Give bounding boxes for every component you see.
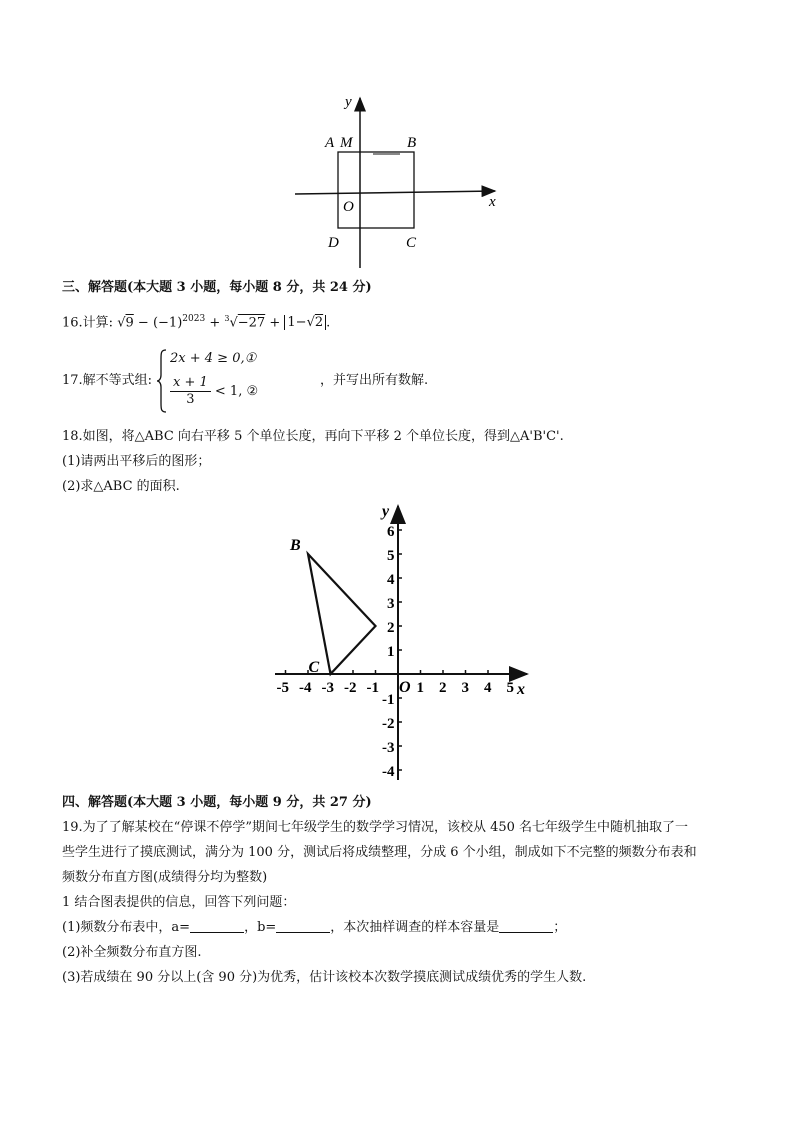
q16-abs-sqrt2: 2 bbox=[314, 315, 324, 331]
grid-label-y: y bbox=[382, 503, 390, 520]
y-tick-label: 2 bbox=[387, 620, 395, 636]
label-a: A bbox=[325, 135, 335, 151]
y-tick-label: -2 bbox=[382, 716, 395, 732]
q17-fraction-num: x + 1 bbox=[170, 375, 211, 392]
question-16: 16.计算: $√9 - (-1)^{2023} + ^3√-27 + 1-√2$ . bbox=[62, 314, 331, 331]
question-19-line-2: 些学生进行了摸底测试，满分为 100 分，测试后将成绩整理，分成 6 个小组，制成如下不完整的频数分布表和 bbox=[62, 845, 697, 860]
point-label-c: C bbox=[308, 659, 320, 676]
y-tick-label: -4 bbox=[382, 764, 395, 780]
question-19-part-2: (2)补全频数分布直方图. bbox=[62, 945, 202, 960]
x-tick-label: -5 bbox=[276, 680, 289, 696]
y-tick-label: 5 bbox=[387, 548, 395, 564]
q16-minus: − bbox=[137, 315, 149, 331]
q17-inequality-2-rest: < 1, ② bbox=[214, 384, 259, 399]
label-d: D bbox=[328, 235, 339, 251]
y-tick-label: 4 bbox=[387, 572, 395, 588]
question-19-line-4: 1 结合图表提供的信息，回答下列问题： bbox=[62, 895, 296, 910]
q19-p1-b: ，b= bbox=[244, 920, 277, 935]
y-tick-label: -3 bbox=[382, 740, 395, 756]
y-tick-label: 1 bbox=[387, 644, 395, 660]
question-18-stem: 18.如图，将△ABC 向右平移 5 个单位长度，再向下平移 2 个单位长度，得到△A'B'C'. bbox=[62, 429, 564, 444]
q19-p1-a: (1)频数分布表中，a= bbox=[62, 920, 191, 935]
x-tick-label: 5 bbox=[506, 680, 514, 696]
q17-inequality-2 bbox=[170, 375, 258, 408]
x-tick-label: 1 bbox=[416, 680, 424, 696]
answer-blank-b[interactable] bbox=[276, 919, 330, 933]
x-tick-label: 4 bbox=[484, 680, 492, 696]
x-tick-label: -1 bbox=[366, 680, 379, 696]
q17-fraction-den: 3 bbox=[186, 392, 195, 407]
question-18-part-1: (1)请两出平移后的图形； bbox=[62, 454, 211, 469]
question-19-part-1 bbox=[62, 918, 566, 938]
q16-cbrt-arg: −27 bbox=[237, 315, 266, 331]
square-abcd bbox=[338, 152, 414, 228]
label-m: M bbox=[340, 135, 353, 151]
x-tick-label: 2 bbox=[439, 680, 447, 696]
x-tick-label: -4 bbox=[299, 680, 312, 696]
q16-prefix: 16.计算: bbox=[62, 315, 114, 331]
q16-neg-one: (−1) bbox=[152, 315, 183, 331]
q19-p1-c: ，本次抽样调查的样本容量是 bbox=[330, 920, 500, 935]
y-tick-label: 6 bbox=[387, 524, 395, 540]
label-b: B bbox=[407, 135, 417, 151]
q16-exponent: 2023 bbox=[182, 314, 206, 324]
section-4-heading: 四、解答题(本大题 3 小题，每小题 9 分，共 27 分) bbox=[62, 795, 372, 810]
question-18-part-2: (2)求△ABC 的面积. bbox=[62, 479, 180, 494]
question-19-line-1: 19.为了了解某校在“停课不停学”期间七年级学生的数学学习情况，该校从 450 名七年级学生中随机抽取了一 bbox=[62, 820, 689, 835]
label-o: O bbox=[343, 199, 354, 215]
grid-label-origin: O bbox=[399, 679, 411, 696]
q16-sqrt9-arg: 9 bbox=[125, 315, 134, 331]
q16-plus-1: + bbox=[209, 315, 221, 331]
q16-sqrt9: √9 bbox=[117, 315, 134, 331]
figure-square-axes bbox=[290, 90, 505, 270]
q17-fraction bbox=[170, 375, 211, 408]
question-19-part-3: (3)若成绩在 90 分以上(含 90 分)为优秀，估计该校本次数学摸底测试成绩优秀的学生人数. bbox=[62, 970, 587, 985]
label-y: y bbox=[345, 94, 352, 110]
label-c: C bbox=[406, 235, 417, 251]
q17-prefix: 17.解不等式组: bbox=[62, 373, 153, 388]
x-tick-label: -3 bbox=[321, 680, 334, 696]
x-tick-label: 3 bbox=[461, 680, 469, 696]
triangle-abc bbox=[308, 554, 376, 674]
q19-p1-d: ； bbox=[553, 920, 567, 935]
point-label-b: B bbox=[290, 537, 301, 554]
x-axis bbox=[295, 191, 495, 194]
question-19-line-3: 频数分布直方图(成绩得分均为整数) bbox=[62, 870, 268, 885]
answer-blank-a[interactable] bbox=[190, 919, 244, 933]
figure-coordinate-triangle bbox=[265, 500, 535, 785]
section-3-heading: 三、解答题(本大题 3 小题，每小题 8 分，共 24 分) bbox=[62, 280, 372, 295]
q17-brace bbox=[156, 349, 168, 413]
answer-blank-sample-size[interactable] bbox=[499, 919, 553, 933]
label-x: x bbox=[489, 194, 496, 210]
q16-plus-2: + bbox=[269, 315, 281, 331]
y-tick-label: -1 bbox=[382, 692, 395, 708]
q16-cbrt-index: 3 bbox=[224, 314, 230, 323]
x-tick-label: -2 bbox=[344, 680, 357, 696]
y-tick-label: 3 bbox=[387, 596, 395, 612]
q16-end: . bbox=[326, 315, 331, 331]
q16-abs: 1−√2 bbox=[284, 315, 326, 330]
q16-abs-a: 1− bbox=[287, 315, 307, 331]
q17-suffix: ，并写出所有数解. bbox=[320, 373, 429, 388]
grid-label-x: x bbox=[517, 681, 525, 698]
q17-inequality-1: 2x + 4 ≥ 0,① bbox=[170, 351, 257, 366]
